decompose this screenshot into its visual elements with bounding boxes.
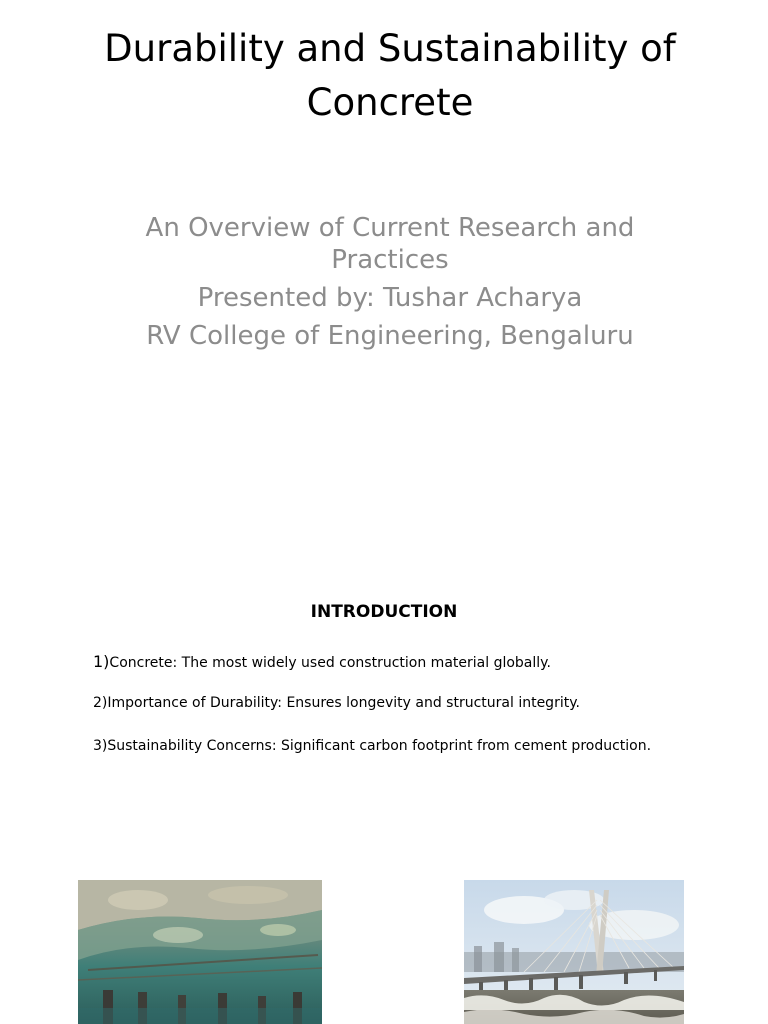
intro-point-number: 2)	[93, 695, 108, 711]
intro-point-number: 1)	[93, 652, 110, 671]
intro-point-1	[93, 652, 551, 671]
sea-bridge-image	[464, 880, 684, 1024]
deteriorated-concrete-image	[78, 880, 322, 1024]
slide-title: Durability and Sustainability of Concrete	[104, 27, 676, 124]
subtitle-presenter: Presented by: Tushar Acharya	[197, 283, 583, 313]
subtitle-institution: RV College of Engineering, Bengaluru	[146, 321, 634, 351]
intro-point-text: Sustainability Concerns: Significant carbon footprint from cement production.	[107, 738, 652, 754]
intro-point-number: 3)	[93, 738, 108, 754]
slide-subtitle	[100, 212, 680, 352]
intro-point-2	[93, 695, 580, 711]
subtitle-line-1: An Overview of Current Research and Practices	[145, 213, 635, 275]
introduction-heading: INTRODUCTION	[310, 602, 458, 622]
intro-point-text: Concrete: The most widely used construction material globally.	[109, 655, 551, 671]
intro-point-text: Importance of Durability: Ensures longevity and structural integrity.	[107, 695, 580, 711]
intro-point-3	[93, 738, 651, 754]
